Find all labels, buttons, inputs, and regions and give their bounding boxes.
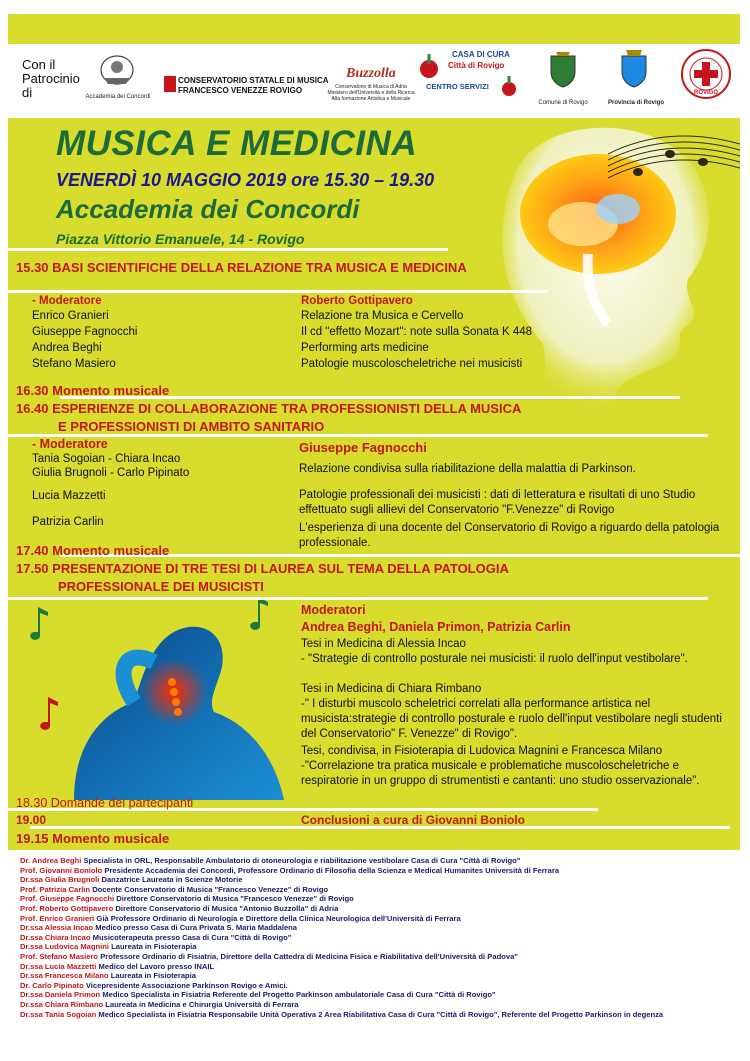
provincia-caption: Provincia di Rovigo <box>607 100 664 106</box>
bio-name: Prof. Patrizia Carlin <box>20 884 91 894</box>
bio-description: Laureata in Medicina e Chirurgia Università di Ferrara <box>105 999 299 1009</box>
session3-thesis3-body: -"Correlazione tra pratica musicale e problematiche muscoloscheletriche e respiratorie in un gruppo di strumentisti e cantanti: uno studio osservazionale". <box>301 760 700 787</box>
bio-description: Presidente Accademia dei Concordi, Professore Ordinario di Filosofia della Scienza e Medical Humanites Università di Ferrara <box>104 865 560 875</box>
bio-description: Direttore Conservatorio di Musica "Antonio Buzzolla" di Adria <box>115 903 339 913</box>
bio-name: Dr. Carlo Pipinato <box>20 980 84 990</box>
bio-description: Professore Ordinario di Fisiatria, Direttore della Cattedra di Medicina Fisica e Riabilitativa dell'Università di Padova" <box>100 951 518 961</box>
session2-title-line2: E PROFESSIONISTI DI AMBITO SANITARIO <box>58 419 325 434</box>
bio-row <box>20 933 740 943</box>
divider-band <box>8 290 548 293</box>
bio-name: Dr.ssa Francesca Milano <box>20 971 109 981</box>
session2-moderator-label: - Moderatore <box>32 437 108 451</box>
session1-person: Giuseppe Fagnocchi <box>32 326 138 338</box>
bio-description: Medico Specialista in Fisiatria Responsabile Unità Operativa 2 Area Riabilitativa Casa di Cura "Città di Rovigo", Referente del Progetto Parkinson in degenza <box>98 1009 664 1019</box>
accademia-caption: Accademia dei Concordi <box>85 94 151 100</box>
bio-description: Laureata in Fisioterapia <box>111 942 197 952</box>
session3-thesis1-head: Tesi in Medicina di Alessia Incao <box>301 638 466 650</box>
session1-talk: Patologie muscoloscheletriche nei musicisti <box>301 358 523 370</box>
divider-band <box>8 434 708 437</box>
session1-person: Andrea Beghi <box>32 342 102 354</box>
provincia-crest-icon <box>618 48 650 88</box>
session2-person: Lucia Mazzetti <box>32 490 106 502</box>
session1-title: 15.30 BASI SCIENTIFICHE DELLA RELAZIONE TRA MUSICA E MEDICINA <box>16 260 467 275</box>
bio-description: Danzatrice Laureata in Scienze Motorie <box>101 875 243 885</box>
bio-row <box>20 904 740 914</box>
time-1900: 19.00 <box>16 813 47 827</box>
buzzolla-logo: Buzzolla <box>346 66 396 81</box>
conservatorio-line2-group <box>178 86 302 95</box>
bio-name: Prof. Giuseppe Fagnocchi <box>20 894 115 904</box>
session2-person: Tania Sogoian - Chiara Incao <box>32 453 181 465</box>
event-date: VENERDÌ 10 MAGGIO 2019 ore 15.30 – 19.30 <box>56 170 435 190</box>
session1-moderator-label: - Moderatore <box>32 295 102 307</box>
session2-title-line1: 16.40 ESPERIENZE DI COLLABORAZIONE TRA PROFESSIONISTI DELLA MUSICA <box>16 401 522 416</box>
bio-description: Già Professore Ordinario di Neurologia e Direttore della Clinica Neurologica dell'Università di Ferrara <box>96 913 461 923</box>
bio-name: Dr.ssa Ludovica Magnini <box>20 942 110 952</box>
bio-description: Direttore Conservatorio di Musica "Francesco Venezze" di Rovigo <box>116 894 354 904</box>
bio-name: Prof. Roberto Gottipavero <box>20 903 114 913</box>
music-break-2: 17.40 Momento musicale <box>16 543 170 558</box>
session3-title-line2: PROFESSIONALE DEI MUSICISTI <box>58 579 264 594</box>
conclusions: Conclusioni a cura di Giovanni Boniolo <box>301 813 526 827</box>
bio-row <box>20 866 740 876</box>
session1-talk: Il cd "effetto Mozart": note sulla Sonata K 448 <box>301 326 533 338</box>
bio-row <box>20 1000 740 1010</box>
bio-name: Dr.ssa Lucia Mazzetti <box>20 961 97 971</box>
session3-thesis2-head: Tesi in Medicina di Chiara Rimbano <box>301 683 482 695</box>
bio-description: Specialista in ORL, Responsabile Ambulatorio di otoneurologia e riabilitazione vestibolare Casa di Cura "Città di Rovigo" <box>83 856 521 865</box>
bio-name: Dr. Andrea Beghi <box>20 856 82 865</box>
accademia-logo-icon <box>96 50 138 90</box>
bio-row <box>20 923 740 933</box>
music-break-1: 16.30 Momento musicale <box>16 383 170 398</box>
bio-row <box>20 942 740 952</box>
bio-name: Dr.ssa Chiara Rimbano <box>20 999 104 1009</box>
bio-description: Docente Conservatorio di Musica "Francesco Venezze" di Rovigo <box>92 884 329 894</box>
session3-moderators: Andrea Beghi, Daniela Primon, Patrizia Carlin <box>301 620 571 634</box>
bio-name: Dr.ssa Daniela Primon <box>20 990 101 1000</box>
conservatorio-city: ROVIGO <box>270 86 303 95</box>
bio-row <box>20 1010 740 1020</box>
session2-talk2: Patologie professionali dei musicisti : dati di letteratura e risultati di uno Studio effettuato sugli allievi del Conservatorio "F.Venezze" di Rovigo <box>299 489 696 516</box>
bio-row <box>20 914 740 924</box>
bio-description: Medico Specialista in Fisiatria Referente del Progetto Parkinson ambulatoriale Casa di Cura "Città di Rovigo" <box>102 990 496 1000</box>
session1-talk: Performing arts medicine <box>301 342 429 354</box>
event-title: MUSICA E MEDICINA <box>56 124 418 163</box>
bio-row <box>20 894 740 904</box>
conservatorio-line2: FRANCESCO VENEZZE <box>178 86 268 95</box>
casa-cura-line3: CENTRO SERVIZI <box>426 82 489 91</box>
bio-row <box>20 971 740 981</box>
session1-person: Stefano Masiero <box>32 358 116 370</box>
casa-cura-small-icon <box>500 76 518 98</box>
bio-name: Dr.ssa Chiara Incao <box>20 932 91 942</box>
bio-row <box>20 952 740 962</box>
bio-description: Musicoterapeuta presso Casa di Cura "Città di Rovigo" <box>92 932 292 942</box>
comune-crest-icon <box>548 50 578 88</box>
casa-cura-line2: Città di Rovigo <box>448 61 505 70</box>
neck-pain-illustration <box>14 592 296 800</box>
ordine-caption: ROVIGO <box>693 90 718 96</box>
bio-name: Prof. Giovanni Boniolo <box>20 865 103 875</box>
session3-thesis2-body: -" I disturbi muscolo scheletrici correlati alla performance artistica nel musicista:strategie di controllo posturale e ruolo dell'input vestibolare negli studenti del Conservatorio" F. Venezze" di Rovigo". <box>301 698 722 740</box>
divider-band <box>8 597 708 600</box>
conservatorio-line1: CONSERVATORIO STATALE DI MUSICA <box>178 76 329 85</box>
event-venue: Accademia dei Concordi <box>56 194 360 224</box>
conservatorio-logo-icon <box>164 76 176 92</box>
bio-name: Prof. Stefano Masiero <box>20 951 99 961</box>
session1-speaker: Roberto Gottipavero <box>301 295 413 307</box>
bio-row <box>20 885 740 895</box>
patronage-bar <box>8 44 740 118</box>
music-staff-decoration <box>608 114 740 244</box>
bio-description: Vicepresidente Associazione Parkinson Rovigo e Amici. <box>85 980 288 990</box>
session2-person: Giulia Brugnoli - Carlo Pipinato <box>32 467 190 479</box>
session2-person: Patrizia Carlin <box>32 516 104 528</box>
music-break-3: 19.15 Momento musicale <box>16 831 170 846</box>
session2-talk3: L'esperienza di una docente del Conservatorio di Rovigo a riguardo della patologia professionale. <box>299 522 720 549</box>
bio-description: Medico presso Casa di Cura Privata S. Maria Maddalena <box>95 923 298 933</box>
bio-name: Dr.ssa Giulia Brugnoli <box>20 875 100 885</box>
bio-row <box>20 990 740 1000</box>
bio-description: Laureata in Fisioterapia <box>110 971 197 981</box>
bio-row <box>20 856 740 866</box>
bio-name: Dr.ssa Tania Sogoian <box>20 1009 97 1019</box>
session1-person: Enrico Granieri <box>32 310 109 322</box>
session2-talk1: Relazione condivisa sulla riabilitazione della malattia di Parkinson. <box>299 463 636 475</box>
session2-speaker: Giuseppe Fagnocchi <box>299 440 427 455</box>
bio-name: Prof. Enrico Granieri <box>20 913 95 923</box>
session1-talk: Relazione tra Musica e Cervello <box>301 310 464 322</box>
event-address: Piazza Vittorio Emanuele, 14 - Rovigo <box>56 231 305 247</box>
casa-cura-logo-icon <box>418 54 440 80</box>
buzzolla-caption: Conservatorio di Musica di Adria Ministero dell'Università e della Ricerca Alta formazione Artistica e Musicale <box>327 84 415 102</box>
patronage-label: Con il Patrocinio di <box>22 57 80 100</box>
comune-caption: Comune di Rovigo <box>538 100 588 106</box>
bio-row <box>20 875 740 885</box>
divider-band <box>8 248 448 251</box>
session3-moderators-label: Moderatori <box>301 603 366 617</box>
bio-row <box>20 981 740 991</box>
session3-thesis1-body: - "Strategie di controllo posturale nei musicisti: il ruolo dell'input vestibolare". <box>301 653 688 665</box>
bio-description: Medico del Lavoro presso INAIL <box>98 961 215 971</box>
bio-name: Dr.ssa Alessia Incao <box>20 923 94 933</box>
casa-cura-line1: CASA DI CURA <box>452 50 510 59</box>
questions-slot: 18.30 Domande dei partecipanti <box>16 796 194 810</box>
bio-row <box>20 962 740 972</box>
session3-thesis3-head: Tesi, condivisa, in Fisioterapia di Ludovica Magnini e Francesca Milano <box>301 745 663 757</box>
session3-title-line1: 17.50 PRESENTAZIONE DI TRE TESI DI LAUREA SUL TEMA DELLA PATOLOGIA <box>16 561 509 576</box>
speaker-bios <box>20 856 740 1019</box>
